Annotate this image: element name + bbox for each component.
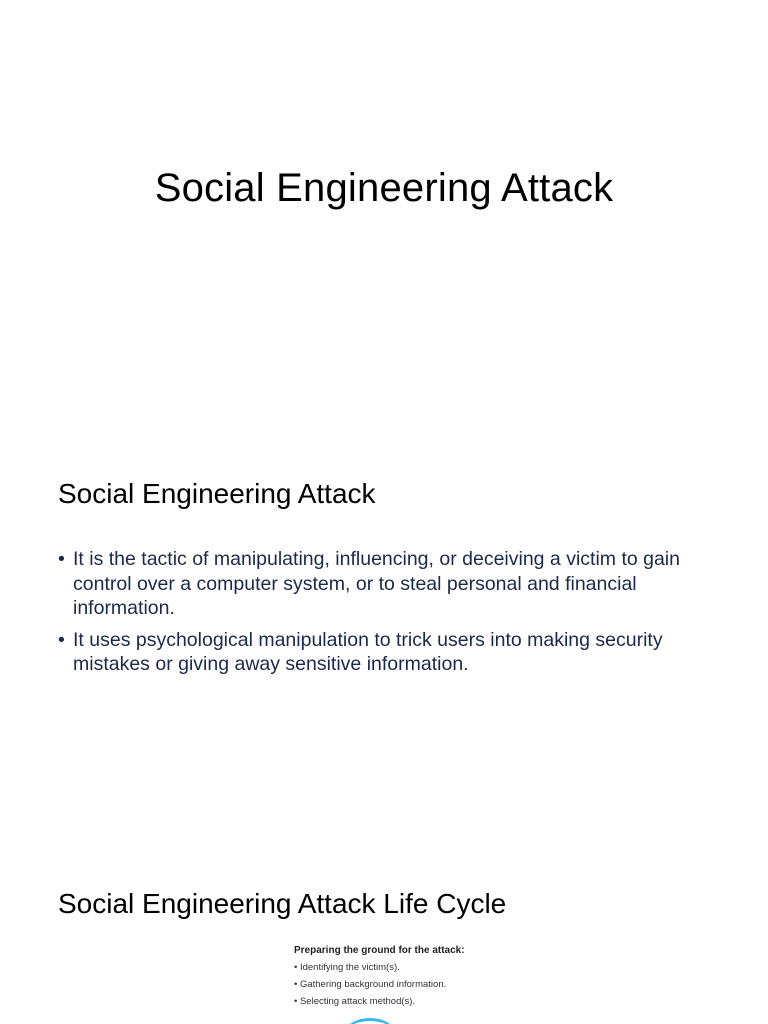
diagram-step-item: • Selecting attack method(s).: [294, 996, 416, 1007]
slide-heading: Social Engineering Attack Life Cycle: [58, 888, 507, 919]
bullet-text: It is the tactic of manipulating, influencing, or deceiving a victim to gain control over a computer system, or to steal personal and financial information.: [73, 548, 680, 619]
cycle-arc-shape: [340, 1018, 400, 1024]
bullet-item: [58, 547, 718, 621]
slide-title: [0, 0, 768, 384]
bullet-icon: •: [58, 628, 65, 651]
bullet-icon: •: [58, 548, 65, 570]
slide-definition: [0, 440, 768, 840]
bullet-list: [58, 547, 718, 684]
diagram-step-title: Preparing the ground for the attack:: [294, 945, 465, 956]
slide-title-text: Social Engineering Attack: [154, 166, 614, 210]
life-cycle-diagram-text: [294, 942, 514, 1010]
bullet-text: It uses psychological manipulation to trick users into making security mistakes or giving away sensitive information.: [73, 628, 663, 675]
slide-heading: Social Engineering Attack: [58, 478, 376, 509]
diagram-step-item: • Gathering background information.: [294, 979, 447, 990]
diagram-step-item: • Identifying the victim(s).: [294, 962, 400, 973]
slide-life-cycle: [0, 860, 768, 1024]
bullet-item: [58, 628, 718, 677]
